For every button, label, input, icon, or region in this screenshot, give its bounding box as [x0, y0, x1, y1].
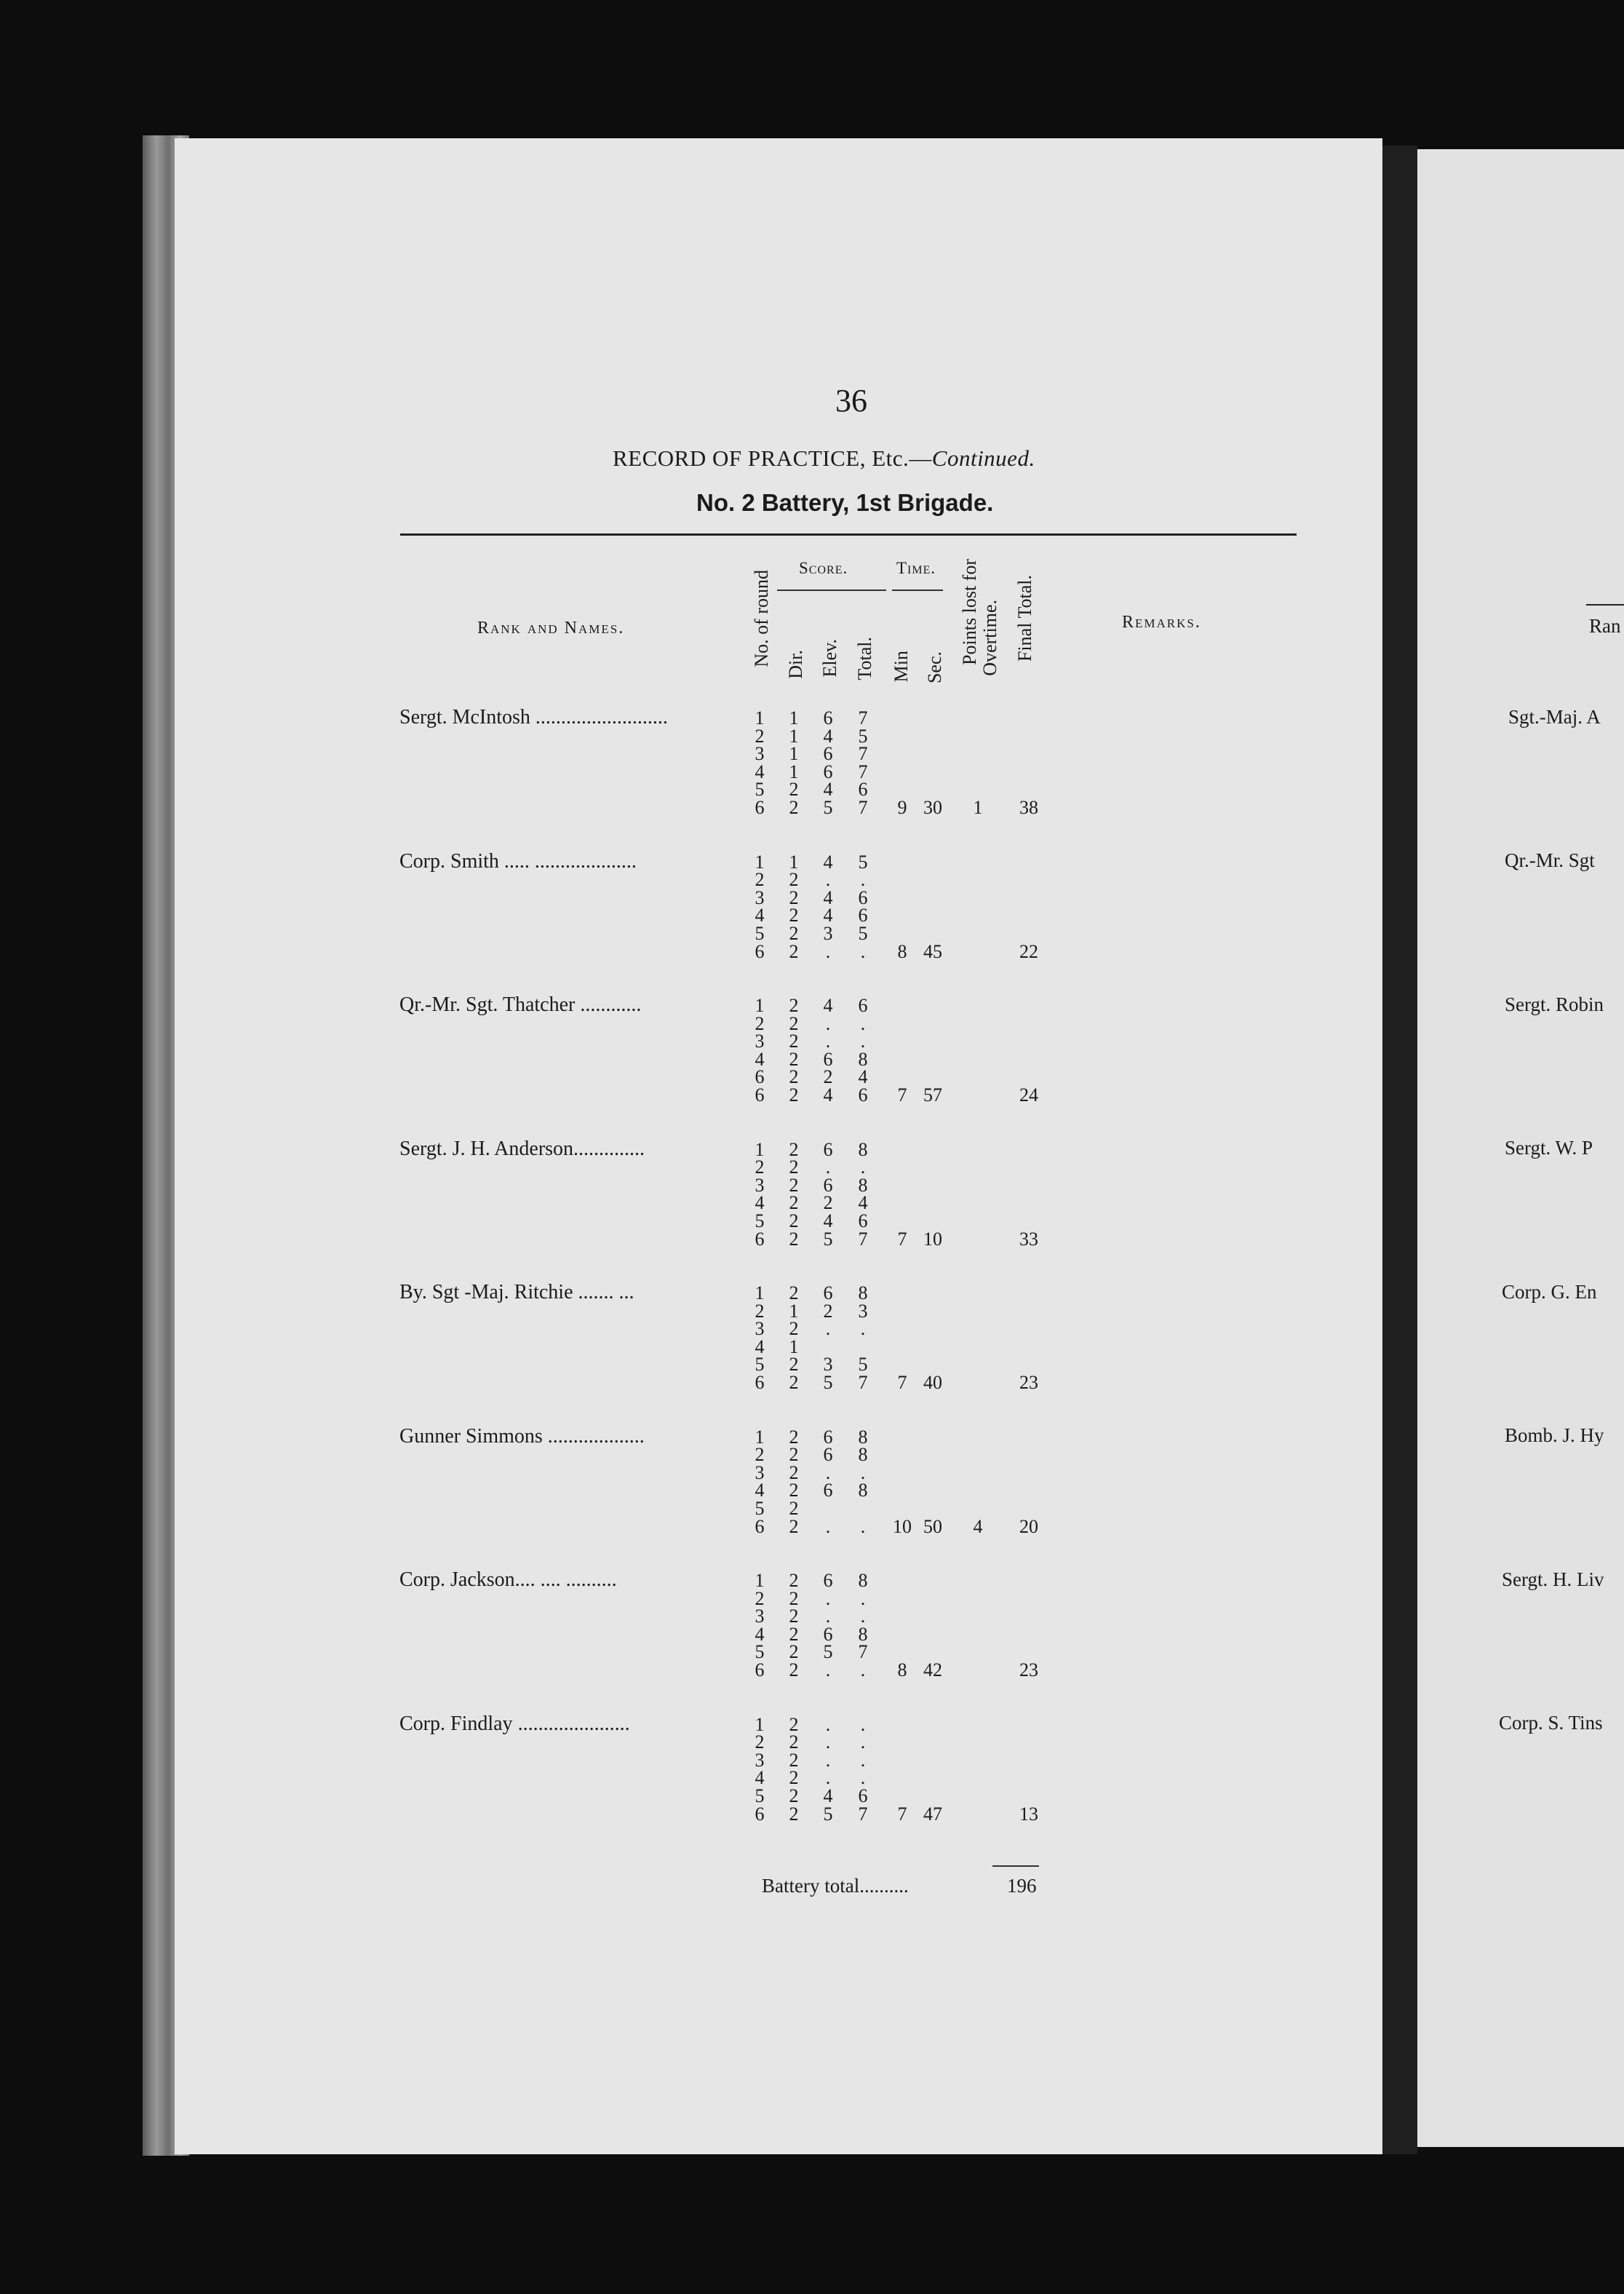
total-score: 8	[858, 1426, 868, 1448]
member-name-text: By. Sgt -Maj. Ritchie	[399, 1281, 573, 1303]
sec-value: 40	[923, 1372, 942, 1393]
points-lost-header-1: Points lost for	[959, 559, 980, 665]
score-group-header: Score.	[799, 559, 848, 577]
member-name	[399, 1425, 645, 1448]
total-score: 5	[858, 1354, 868, 1376]
elev-score: 2	[823, 1066, 833, 1088]
total-score: 8	[858, 1048, 868, 1070]
total-score: .	[860, 869, 866, 891]
total-score: 5	[858, 851, 868, 873]
facing-name: Corp. G. En	[1502, 1281, 1597, 1303]
total-score: .	[860, 1659, 866, 1680]
dir-score: 1	[789, 743, 799, 765]
min-value: 7	[897, 1372, 907, 1393]
dir-score: 1	[789, 851, 799, 873]
total-score: .	[860, 1156, 866, 1178]
elev-score: 2	[823, 1300, 833, 1322]
round-number: 1	[755, 851, 765, 873]
round-number: 2	[755, 1156, 765, 1178]
elev-header: Elev.	[819, 639, 840, 678]
final-value: 38	[1019, 797, 1038, 818]
round-number: 1	[755, 995, 765, 1016]
elev-score: .	[825, 1731, 831, 1753]
dot-leader: ..............	[573, 1137, 645, 1160]
elev-score: 6	[823, 1138, 833, 1160]
total-score: 6	[858, 1785, 868, 1806]
round-number: 6	[755, 1066, 765, 1088]
total-score: .	[860, 940, 866, 962]
total-score: .	[860, 1731, 866, 1753]
dir-score: 2	[789, 1587, 799, 1609]
elev-score: 6	[823, 1444, 833, 1466]
dir-score: 1	[789, 725, 799, 747]
dir-score: 2	[789, 1048, 799, 1070]
dir-score: 1	[789, 707, 799, 729]
sec-header: Sec.	[924, 651, 945, 684]
sec-value: 10	[923, 1228, 942, 1250]
elev-score: .	[825, 1713, 831, 1735]
dir-score: 2	[789, 1515, 799, 1537]
dir-score: 2	[789, 797, 799, 818]
dir-score: 2	[789, 1623, 799, 1645]
total-header: Total.	[854, 637, 875, 680]
sec-value: 30	[923, 797, 942, 818]
round-number: 3	[755, 1606, 765, 1627]
round-number: 4	[755, 1192, 765, 1214]
dir-score: 2	[789, 1480, 799, 1501]
member-name-text: Qr.-Mr. Sgt. Thatcher	[399, 993, 576, 1016]
round-number: 6	[755, 1372, 765, 1393]
dir-score: 2	[789, 1031, 799, 1052]
elev-score: 4	[823, 851, 833, 873]
elev-score: 4	[823, 886, 833, 908]
sec-value: 42	[923, 1659, 942, 1680]
total-score: 6	[858, 1084, 868, 1106]
total-score: 7	[858, 1228, 868, 1250]
dir-score: 2	[789, 1354, 799, 1376]
dot-leader: ............	[575, 993, 642, 1016]
final-value: 22	[1019, 940, 1038, 962]
elev-score: .	[825, 1515, 831, 1537]
facing-rule	[1586, 604, 1624, 606]
round-number: 5	[755, 1210, 765, 1231]
remarks-header: Remarks.	[1122, 613, 1201, 632]
dir-score: 2	[789, 1210, 799, 1231]
round-number: 4	[755, 1335, 765, 1357]
member-name-text: Sergt. J. H. Anderson	[399, 1137, 574, 1160]
dir-score: 2	[789, 1731, 799, 1753]
total-score: 5	[858, 725, 868, 747]
round-number: 2	[755, 1587, 765, 1609]
dir-score: 2	[789, 779, 799, 801]
elev-score: 2	[823, 1192, 833, 1214]
sec-value: 47	[923, 1803, 942, 1825]
facing-name: Sergt. W. P	[1505, 1137, 1593, 1159]
elev-score: 6	[823, 1570, 833, 1591]
member-name-text: Corp. Findlay	[399, 1712, 513, 1735]
dir-score: 2	[789, 1372, 799, 1393]
total-score: 3	[858, 1300, 868, 1322]
dir-score: 2	[789, 995, 799, 1016]
dir-score: 2	[789, 1066, 799, 1088]
round-number: 1	[755, 1713, 765, 1735]
dir-score: 2	[789, 1282, 799, 1303]
elev-score: .	[825, 1659, 831, 1680]
dot-leader: ..... ....................	[498, 849, 637, 873]
elev-score: 4	[823, 1084, 833, 1106]
battery-total-value: 196	[1007, 1875, 1037, 1897]
total-score: 6	[858, 995, 868, 1016]
elev-score: 5	[823, 1372, 833, 1393]
round-header: No. of round	[751, 570, 772, 667]
total-score: 8	[858, 1480, 868, 1501]
book-gutter	[1382, 146, 1417, 2154]
elev-score: 5	[823, 1228, 833, 1250]
member-name	[399, 850, 637, 873]
member-name	[399, 1712, 630, 1736]
sec-value: 50	[923, 1515, 942, 1537]
final-total-header: Final Total.	[1014, 575, 1035, 662]
rank-and-names-header: Rank and Names.	[477, 619, 625, 638]
facing-name: Corp. S. Tins	[1499, 1712, 1603, 1734]
dir-score: 2	[789, 1444, 799, 1466]
final-value: 23	[1019, 1659, 1038, 1680]
elev-score: .	[825, 1156, 831, 1178]
dir-header: Dir.	[785, 650, 806, 679]
round-number: 6	[755, 797, 765, 818]
round-number: 3	[755, 886, 765, 908]
final-value: 13	[1019, 1803, 1038, 1825]
total-score: 7	[858, 707, 868, 729]
lost-value: 1	[973, 797, 983, 818]
dir-score: 2	[789, 922, 799, 944]
elev-score: 6	[823, 1174, 833, 1196]
left-page	[175, 138, 1382, 2154]
elev-score: 4	[823, 1210, 833, 1231]
round-number: 5	[755, 922, 765, 944]
dir-score: 2	[789, 1174, 799, 1196]
dir-score: 2	[789, 1461, 799, 1483]
min-value: 8	[897, 1659, 907, 1680]
total-score: .	[860, 1767, 866, 1789]
time-group-header: Time.	[896, 559, 936, 577]
min-value: 7	[897, 1084, 907, 1106]
dir-score: 2	[789, 1426, 799, 1448]
round-number: 3	[755, 1318, 765, 1340]
elev-score: .	[825, 1012, 831, 1034]
elev-score: .	[825, 1749, 831, 1771]
dir-score: 2	[789, 886, 799, 908]
elev-score: 5	[823, 797, 833, 818]
score-brace	[777, 582, 886, 591]
dot-leader: ....... ...	[573, 1281, 634, 1303]
dir-score: 2	[789, 1785, 799, 1806]
round-number: 3	[755, 1749, 765, 1771]
elev-score: .	[825, 1031, 831, 1052]
total-score: 7	[858, 1641, 868, 1663]
total-score: .	[860, 1031, 866, 1052]
round-number: 4	[755, 1767, 765, 1789]
round-number: 2	[755, 1300, 765, 1322]
dot-leader: .... .... ..........	[514, 1568, 617, 1591]
dir-score: 1	[789, 1335, 799, 1357]
total-score: 6	[858, 779, 868, 801]
dot-leader: ..........................	[530, 706, 668, 729]
total-score: 6	[858, 1210, 868, 1231]
elev-score: .	[825, 1587, 831, 1609]
elev-score: 4	[823, 905, 833, 926]
elev-score: 3	[823, 922, 833, 944]
round-number: 1	[755, 1570, 765, 1591]
elev-score: .	[825, 1606, 831, 1627]
dir-score: 2	[789, 869, 799, 891]
round-number: 1	[755, 1426, 765, 1448]
final-value: 33	[1019, 1228, 1038, 1250]
sum-rule	[992, 1865, 1039, 1867]
min-value: 10	[893, 1515, 912, 1537]
round-number: 2	[755, 1731, 765, 1753]
total-score: 8	[858, 1174, 868, 1196]
round-number: 1	[755, 707, 765, 729]
total-score: 7	[858, 761, 868, 782]
round-number: 1	[755, 1282, 765, 1303]
member-name	[399, 1568, 617, 1592]
total-score: 8	[858, 1623, 868, 1645]
total-score: .	[860, 1461, 866, 1483]
facing-header: Ran	[1589, 615, 1621, 637]
dir-score: 2	[789, 1138, 799, 1160]
elev-score: 6	[823, 1480, 833, 1501]
dir-score: 2	[789, 1156, 799, 1178]
elev-score: 5	[823, 1641, 833, 1663]
elev-score: 4	[823, 725, 833, 747]
time-brace	[892, 582, 943, 591]
dot-leader: ......................	[512, 1712, 630, 1735]
elev-score: 6	[823, 761, 833, 782]
round-number: 6	[755, 1803, 765, 1825]
member-name-text: Corp. Smith	[399, 849, 499, 873]
elev-score: 3	[823, 1354, 833, 1376]
dir-score: 2	[789, 1606, 799, 1627]
total-score: 7	[858, 743, 868, 765]
dir-score: 2	[789, 1228, 799, 1250]
round-number: 5	[755, 1641, 765, 1663]
facing-page	[1417, 149, 1624, 2147]
running-head-continued: Continued.	[931, 445, 1035, 471]
member-name-text: Sergt. McIntosh	[399, 706, 530, 729]
elev-score: 6	[823, 1623, 833, 1645]
member-name	[399, 1281, 634, 1304]
min-value: 9	[897, 797, 907, 818]
dir-score: 2	[789, 1767, 799, 1789]
total-score: .	[860, 1515, 866, 1537]
round-number: 5	[755, 1354, 765, 1376]
total-score: .	[860, 1606, 866, 1627]
round-number: 2	[755, 869, 765, 891]
battery-total-label: Battery total..........	[762, 1875, 909, 1897]
sec-value: 45	[923, 940, 942, 962]
running-head-text: RECORD OF PRACTICE, Etc.—	[613, 445, 932, 471]
total-score: 5	[858, 922, 868, 944]
round-number: 5	[755, 1497, 765, 1519]
elev-score: 6	[823, 1048, 833, 1070]
round-number: 3	[755, 1174, 765, 1196]
battery-heading: No. 2 Battery, 1st Brigade.	[696, 489, 994, 516]
facing-name: Sgt.-Maj. A	[1508, 706, 1601, 728]
elev-score: .	[825, 1767, 831, 1789]
dir-score: 2	[789, 905, 799, 926]
total-score: 8	[858, 1570, 868, 1591]
round-number: 4	[755, 1623, 765, 1645]
dir-score: 2	[789, 1318, 799, 1340]
dot-leader: ...................	[542, 1424, 645, 1448]
elev-score: 6	[823, 1282, 833, 1303]
total-score: .	[860, 1587, 866, 1609]
total-score: 6	[858, 905, 868, 926]
elev-score: .	[825, 1318, 831, 1340]
round-number: 4	[755, 905, 765, 926]
round-number: 6	[755, 1084, 765, 1106]
final-value: 20	[1019, 1515, 1038, 1537]
member-name-text: Corp. Jackson	[399, 1568, 515, 1591]
round-number: 2	[755, 1444, 765, 1466]
dir-score: 1	[789, 1300, 799, 1322]
dir-score: 2	[789, 940, 799, 962]
final-value: 23	[1019, 1372, 1038, 1393]
dir-score: 2	[789, 1641, 799, 1663]
round-number: 6	[755, 1515, 765, 1537]
round-number: 4	[755, 1480, 765, 1501]
min-value: 8	[897, 940, 907, 962]
running-head	[613, 445, 1035, 472]
round-number: 5	[755, 1785, 765, 1806]
total-score: 7	[858, 797, 868, 818]
min-value: 7	[897, 1803, 907, 1825]
dir-score: 2	[789, 1570, 799, 1591]
elev-score: 5	[823, 1803, 833, 1825]
member-name	[399, 993, 641, 1017]
elev-score: 6	[823, 743, 833, 765]
sec-value: 57	[923, 1084, 942, 1106]
total-score: 8	[858, 1444, 868, 1466]
dir-score: 2	[789, 1497, 799, 1519]
dir-score: 2	[789, 1713, 799, 1735]
round-number: 5	[755, 779, 765, 801]
member-name	[399, 1138, 645, 1161]
dir-score: 2	[789, 1803, 799, 1825]
dir-score: 2	[789, 1084, 799, 1106]
member-name-text: Gunner Simmons	[399, 1424, 543, 1448]
round-number: 2	[755, 1012, 765, 1034]
round-number: 4	[755, 1048, 765, 1070]
total-score: .	[860, 1749, 866, 1771]
facing-name: Sergt. H. Liv	[1502, 1568, 1604, 1590]
facing-name: Bomb. J. Hy	[1505, 1424, 1604, 1446]
elev-score: .	[825, 1461, 831, 1483]
elev-score: 4	[823, 1785, 833, 1806]
total-score: 6	[858, 886, 868, 908]
round-number: 6	[755, 1228, 765, 1250]
total-score: .	[860, 1012, 866, 1034]
round-number: 2	[755, 725, 765, 747]
dir-score: 2	[789, 1749, 799, 1771]
min-header: Min	[891, 651, 912, 683]
round-number: 3	[755, 743, 765, 765]
elev-score: 4	[823, 995, 833, 1016]
dir-score: 2	[789, 1192, 799, 1214]
dir-score: 2	[789, 1012, 799, 1034]
facing-name: Qr.-Mr. Sgt	[1505, 849, 1595, 871]
total-score: 8	[858, 1282, 868, 1303]
round-number: 1	[755, 1138, 765, 1160]
elev-score: .	[825, 869, 831, 891]
total-score: .	[860, 1318, 866, 1340]
elev-score: .	[825, 940, 831, 962]
total-score: .	[860, 1713, 866, 1735]
elev-score: 4	[823, 779, 833, 801]
lost-value: 4	[973, 1515, 983, 1537]
total-score: 8	[858, 1138, 868, 1160]
elev-score: 6	[823, 1426, 833, 1448]
facing-name: Sergt. Robin	[1505, 993, 1604, 1015]
page-number: 36	[835, 383, 867, 418]
header-rule	[400, 533, 1297, 536]
round-number: 6	[755, 1659, 765, 1680]
min-value: 7	[897, 1228, 907, 1250]
total-score: 7	[858, 1803, 868, 1825]
total-score: 4	[858, 1192, 868, 1214]
total-score: 7	[858, 1372, 868, 1393]
member-name	[399, 706, 668, 729]
points-lost-header-2: Overtime.	[979, 600, 1000, 676]
total-score: 4	[858, 1066, 868, 1088]
elev-score: 6	[823, 707, 833, 729]
round-number: 4	[755, 761, 765, 782]
final-value: 24	[1019, 1084, 1038, 1106]
round-number: 3	[755, 1461, 765, 1483]
dir-score: 1	[789, 761, 799, 782]
dir-score: 2	[789, 1659, 799, 1680]
round-number: 6	[755, 940, 765, 962]
round-number: 3	[755, 1031, 765, 1052]
